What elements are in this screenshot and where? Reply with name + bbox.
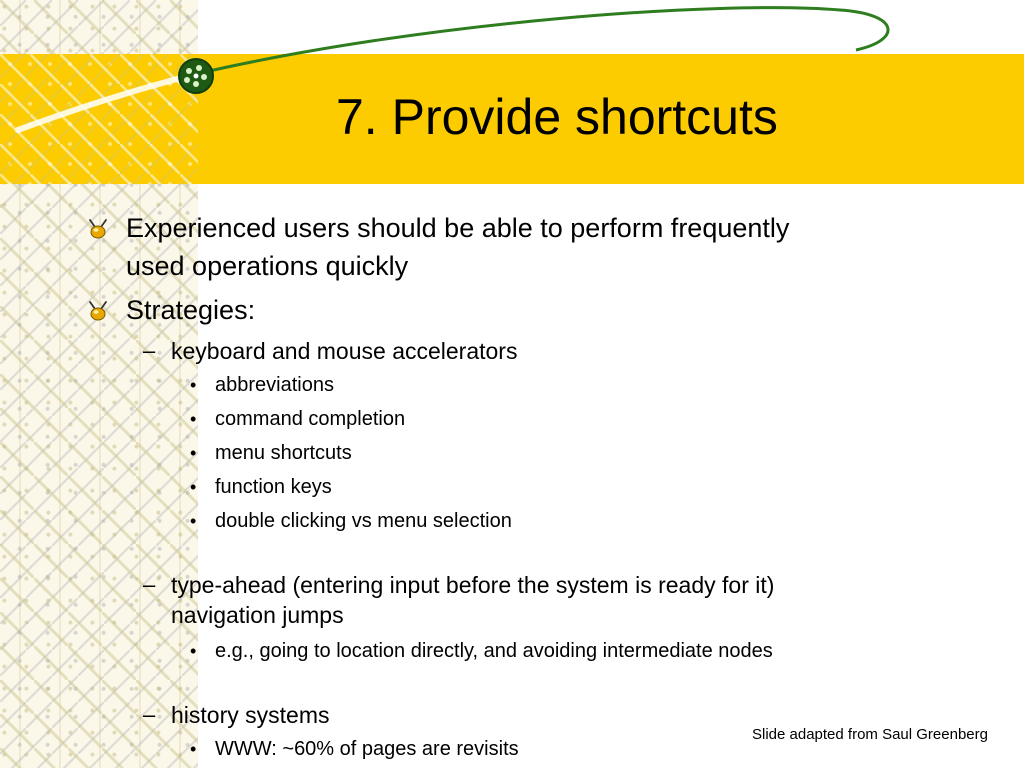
dot-marker: •	[190, 511, 197, 531]
slide-credit: Slide adapted from Saul Greenberg	[752, 726, 988, 743]
sub-bullet-text: history systems	[171, 702, 330, 728]
dot-marker: •	[190, 641, 197, 661]
dot-marker: •	[190, 409, 197, 429]
sub-sub-bullet-text: double clicking vs menu selection	[215, 510, 512, 532]
bullet-text: Strategies:	[126, 295, 256, 325]
dot-marker: •	[190, 477, 197, 497]
sub-sub-bullet-text: menu shortcuts	[215, 442, 352, 464]
bullet-text-continued: used operations quickly	[126, 251, 409, 281]
sub-sub-bullet-text: command completion	[215, 408, 406, 430]
dash-marker: –	[143, 572, 156, 597]
dot-marker: •	[190, 375, 197, 395]
dash-marker: –	[143, 338, 156, 363]
bug-bullet-icon	[86, 300, 110, 322]
sub-bullet-text: type-ahead (entering input before the system is ready for it)	[171, 572, 775, 598]
sub-sub-bullet-text: WWW: ~60% of pages are revisits	[215, 738, 519, 760]
bug-bullet-icon	[86, 218, 110, 240]
sub-bullet-text: keyboard and mouse accelerators	[171, 338, 518, 364]
sub-sub-bullet-text: e.g., going to location directly, and avoiding intermediate nodes	[215, 640, 773, 662]
dot-marker: •	[190, 739, 197, 759]
slide-title: 7. Provide shortcuts	[336, 89, 778, 145]
dash-marker: –	[143, 702, 156, 727]
sub-sub-bullet-text: abbreviations	[215, 374, 334, 396]
sub-sub-bullet-text: function keys	[215, 476, 332, 498]
sub-bullet-text-continued: navigation jumps	[171, 602, 344, 628]
dot-marker: •	[190, 443, 197, 463]
bullet-text: Experienced users should be able to perform frequently	[126, 213, 790, 243]
